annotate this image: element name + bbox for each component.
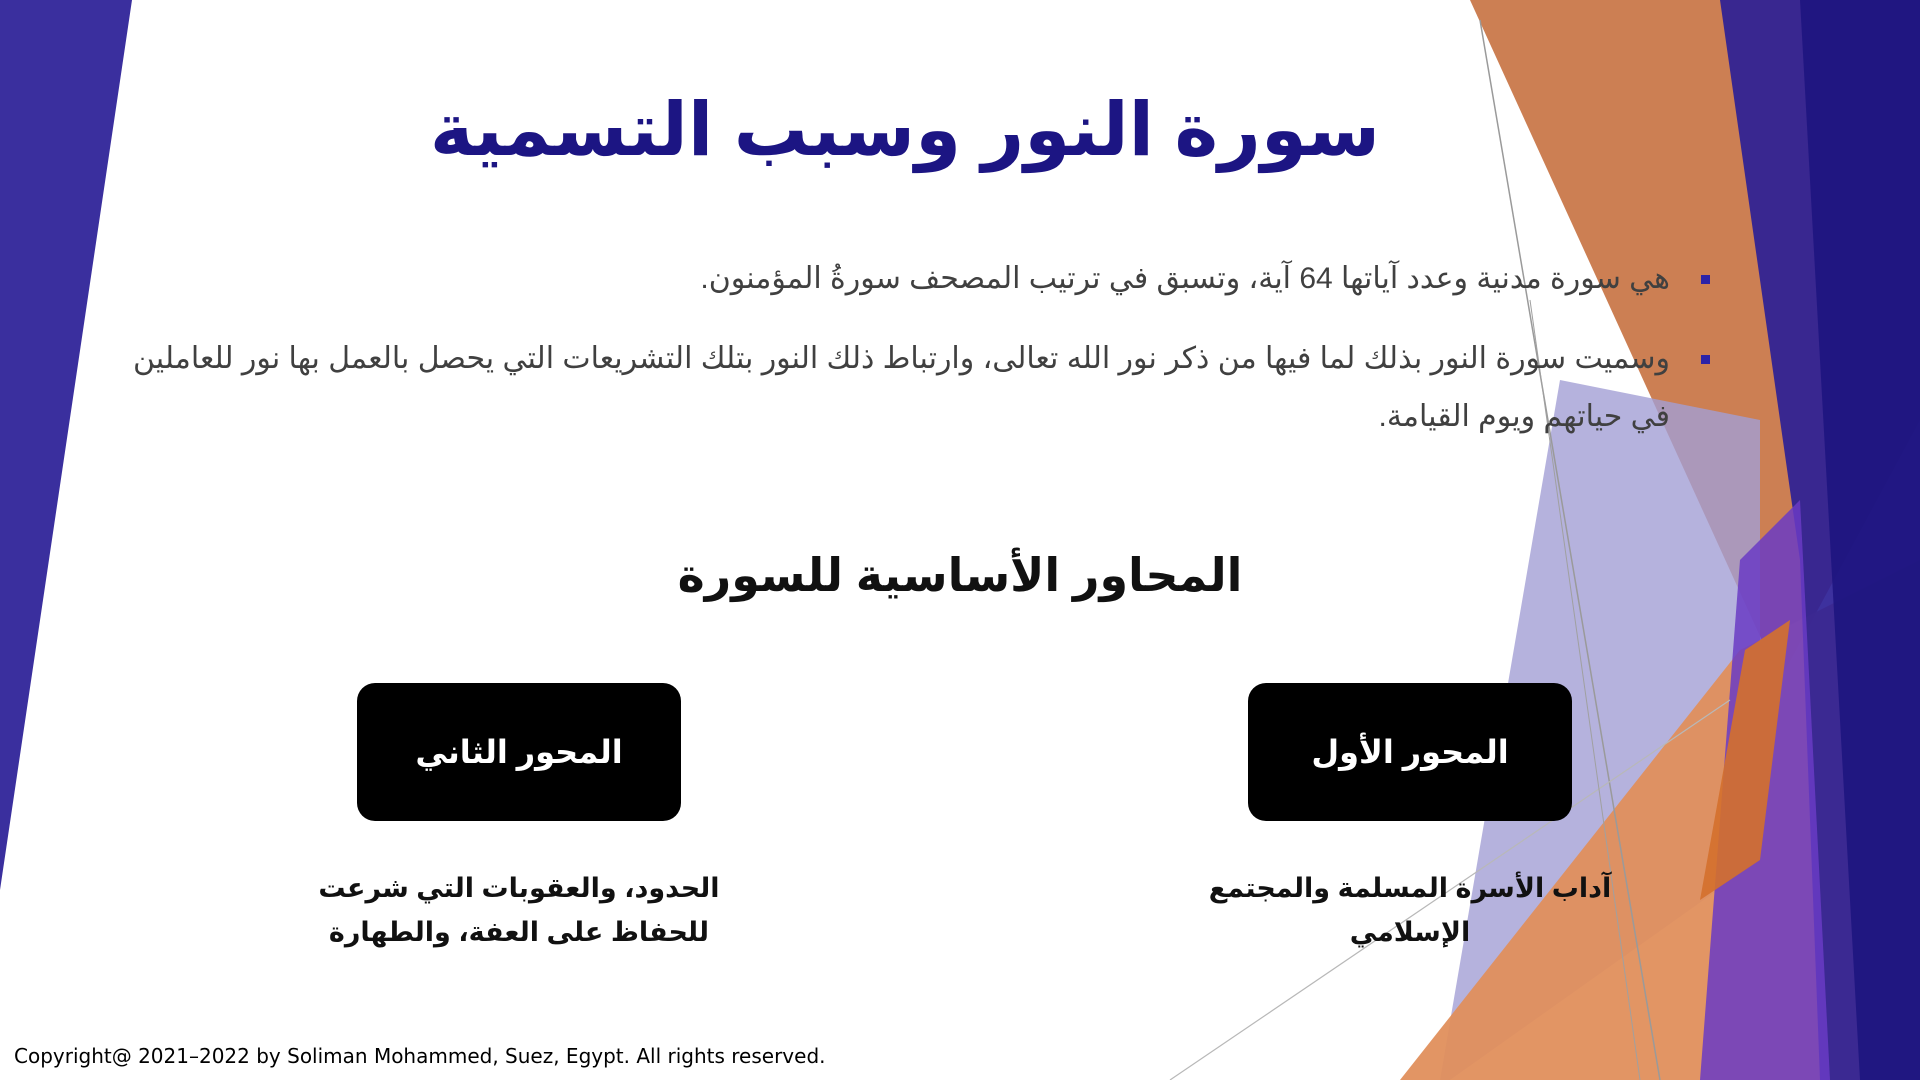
bullet-text: وسميت سورة النور بذلك لما فيها من ذكر نور الله تعالى، وارتباط ذلك النور بتلك التشريعات التي يحصل بالعمل بها نور للعاملين في حياتهم ويوم القيامة. [132,342,1670,433]
bullet-list [100,250,1710,468]
square-bullet-icon [1701,355,1710,364]
bullet-item [100,250,1710,308]
axis-first-description: آداب الأسرة المسلمة والمجتمع الإسلامي [1208,873,1612,947]
bullet-text: هي سورة مدنية وعدد آياتها 64 آية، وتسبق في ترتيب المصحف سورةُ المؤمنون. [700,262,1670,295]
section-heading: المحاور الأساسية للسورة [677,549,1243,601]
bullet-item [100,330,1710,446]
axis-first-label: المحور الأول [1311,734,1509,770]
axis-second-label: المحور الثاني [415,734,623,770]
copyright-notice: Copyright@ 2021–2022 by Soliman Mohammed, Suez, Egypt. All rights reserved. [14,1044,826,1068]
square-bullet-icon [1701,275,1710,284]
slide-title: سورة النور وسبب التسمية [429,88,1380,171]
axis-first-box [1248,683,1572,821]
axis-second-box [357,683,681,821]
axis-second-description: الحدود، والعقوبات التي شرعت للحفاظ على العفة، والطهارة [318,873,720,947]
